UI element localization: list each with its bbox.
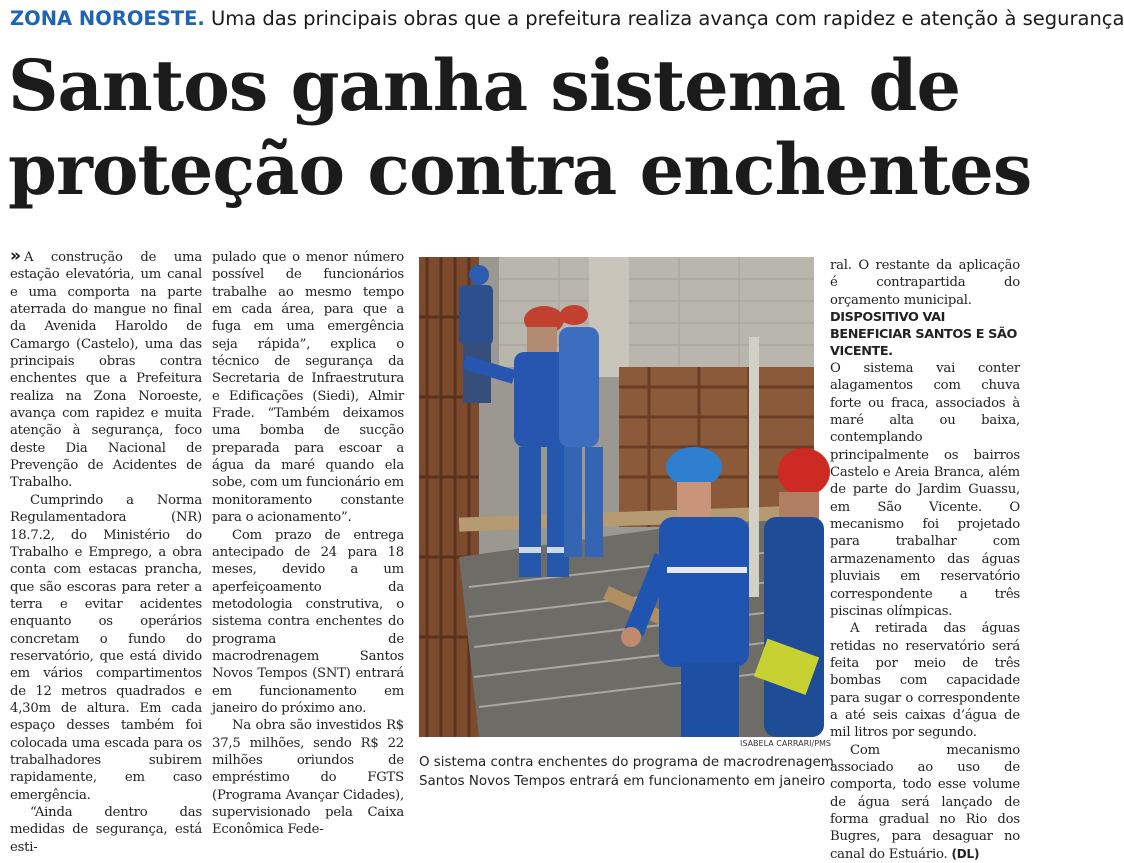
construction-photo-illustration [419,257,814,737]
article-column-2 [212,249,404,838]
column-1-paragraph-2: Cumprindo a Norma Regulamentadora (NR) 18.7.2, do Ministério do Trabalho e Emprego, a obra conta com estacas prancha, que são escoras para reter a terra e evitar acidentes enquanto os operários concretam o fundo do reservatório, que está divido em vários compartimentos de 12 metros quadrados e 4,30m de altura. Em cada espaço desses também foi colocada uma escada para os trabalhadores subirem rapidamente, em caso emergência. [10,492,202,803]
photo-caption-line-1: O sistema contra enchentes do programa de macrodrenagem [419,755,834,770]
column-3-paragraph-4 [830,742,1020,863]
construction-photo [419,257,814,737]
photo-credit: ISABELA CARRARI/PMS [740,739,831,748]
headline [8,44,1032,212]
column-3-paragraph-3: A retirada das águas retidas no reservatório será feita por meio de três bombas com capacidade para sugar o correspondente a até seis caixas d’água de mil litros por segundo. [830,621,1020,741]
column-2-paragraph-2: Com prazo de entrega antecipado de 24 para 18 meses, devido a um aperfeiçoamento da metodologia construtiva, o sistema contra enchentes do programa de macrodrenagem Santos Novos Tempos (SNT) entrará em funcionamento em janeiro do próximo ano. [212,527,404,716]
photo-caption [419,753,834,791]
kicker-section-tag: ZONA NOROESTE. [10,7,205,30]
kicker-deck: Uma das principais obras que a prefeitura realiza avança com rapidez e atenção à segurança [211,7,1124,30]
column-3-paragraph-2: O sistema vai conter alagamentos com chuva forte ou fraca, associados à maré alta ou baixa, contemplando principalmente os bairros Castelo e Areia Branca, além de parte do Jardim Guassu, em São Vicente. O mecanismo foi projetado para trabalhar com armazenamento das águas pluviais em reservatório correspondente a três piscinas olímpicas. [830,361,1020,619]
photo-caption-line-2: Santos Novos Tempos entrará em funcionamento em janeiro [419,774,826,789]
column-2-paragraph-3: Na obra são investidos R$ 37,5 milhões, sendo R$ 22 milhões oriundos de empréstimo do FGTS (Programa Avançar Cidades), supervisionado pela Caixa Econômica Fede- [212,718,404,838]
article-column-3 [830,257,1020,862]
column-3-paragraph-4-text: Com mecanismo associado ao uso de comporta, todo esse volume de água será lançado de forma gradual no Rio dos Bugres, para desaguar no canal do Estuário. [830,742,1020,862]
author-signature: (DL) [951,846,980,861]
lead-bullet-icon: » [10,246,21,266]
kicker [10,6,1124,34]
worker-left [459,265,493,403]
column-3-paragraph-1: ral. O restante da aplicação é contrapartida do orçamento municipal. [830,258,1020,308]
headline-line-1: Santos ganha sistema de [8,44,960,127]
column-1-paragraph-1-text: A construção de uma estação elevatória, um canal e uma comporta na parte aterrada do mangue no final da Avenida Haroldo de Camargo (Castelo), uma das principais obras contra enchentes que a Prefeitura realiza na Zona Noroeste, avança com rapidez e muita atenção à segurança, foco deste Dia Nacional de Prevenção de Acidentes de Trabalho. [10,250,202,491]
column-2-paragraph-1: pulado que o menor número possível de funcionários trabalhe ao mesmo tempo em cada área, para que a fuga em uma emergência seja rápida”, explica o técnico de segurança da Secretaria de Infraestrutura e Edificações (Siedi), Almir Frade. “Também deixamos uma bomba de sucção preparada para escoar a água da maré quando ela sobe, com um funcionário em monitoramento constante para o acionamento”. [212,250,404,526]
headline-line-2: proteção contra enchentes [8,128,1032,211]
article-column-1 [10,246,202,855]
column-1-paragraph-1 [10,246,202,492]
column-1-paragraph-3: “Ainda dentro das medidas de segurança, está esti- [10,805,202,855]
column-3-subhead: DISPOSITIVO VAI BENEFICIAR SANTOS E SÃO VICENTE. [830,310,1017,360]
